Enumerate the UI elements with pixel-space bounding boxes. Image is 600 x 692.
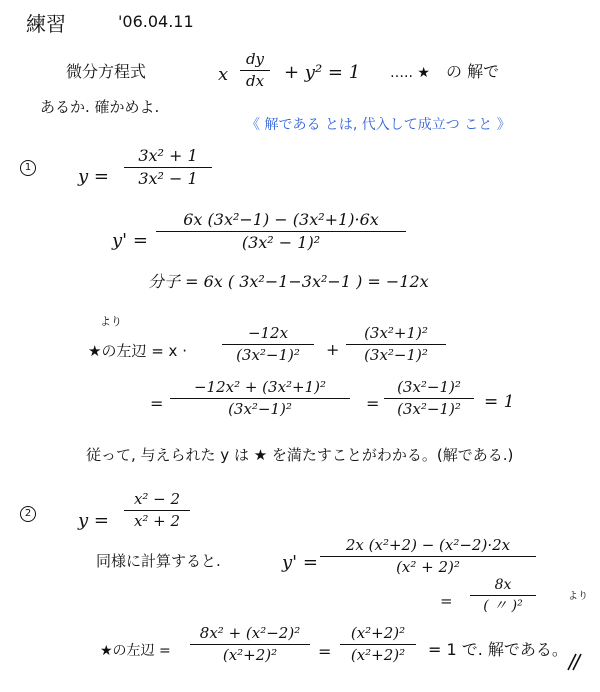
page-title: 練習	[26, 12, 66, 36]
p2-yprime-simplified	[470, 578, 536, 613]
p1-lhs-label: ★の左辺 = x ·	[88, 342, 187, 360]
fraction-bar	[346, 344, 446, 345]
p2-lhs-num: 8x² + (x²−2)²	[199, 624, 301, 642]
p2-yprime-fraction	[320, 538, 536, 575]
p1-yprime-label: y' =	[112, 230, 148, 251]
p2-yprime2-den: ( 〃 )²	[483, 598, 523, 614]
p1-r2-frac1	[170, 380, 350, 417]
problem-2-marker: 2	[20, 506, 36, 522]
p1-eq3: =	[366, 394, 380, 413]
intro-line2: あるか. 確かめよ.	[40, 98, 160, 116]
p1-lhs-frac2	[346, 326, 446, 363]
fraction-bar	[124, 167, 212, 168]
end-mark-icon	[566, 650, 584, 672]
p2-doyou: 同様に計算すると.	[96, 552, 221, 570]
p2-yprime-denominator: (x² + 2)²	[396, 558, 460, 576]
p1-yprime-denominator: (3x² − 1)²	[241, 233, 321, 252]
p2-eq: =	[318, 642, 332, 661]
p1-numerator-calc: 分子 = 6x ( 3x²−1−3x²−1 ) = −12x	[148, 272, 429, 291]
p1-yori: より	[100, 315, 122, 328]
p2-lhs-den: (x²+2)²	[222, 646, 278, 664]
problem-1-marker: 1	[20, 160, 36, 176]
fraction-bar	[124, 510, 190, 511]
intro-star-ref: ….. ★	[390, 65, 430, 81]
p1-r2-frac1-num: −12x² + (3x²+1)²	[193, 378, 327, 396]
intro-dydx	[240, 52, 270, 89]
p1-eq2: =	[150, 394, 164, 413]
intro-plus-y2: + y² = 1	[284, 62, 361, 83]
p1-y-numerator: 3x² + 1	[138, 146, 198, 165]
p2-y-fraction	[124, 492, 190, 529]
p1-r2-frac2	[384, 380, 474, 417]
p2-lhs2-num: (x²+2)²	[350, 624, 406, 642]
p1-plus: +	[326, 340, 340, 359]
fraction-bar	[320, 556, 536, 557]
dx-label: dx	[245, 72, 265, 90]
p2-eq2: =	[440, 592, 453, 610]
p1-r2-frac2-den: (3x²−1)²	[397, 400, 461, 418]
p2-lhs-fraction	[190, 626, 310, 663]
fraction-bar	[170, 398, 350, 399]
fraction-bar	[190, 644, 310, 645]
p2-yprime-label: y' =	[282, 552, 318, 573]
p1-yprime-numerator: 6x (3x²−1) − (3x²+1)·6x	[183, 210, 379, 229]
p1-y-fraction	[124, 148, 212, 187]
p2-lhs2-den: (x²+2)²	[350, 646, 406, 664]
p2-y-label: y =	[78, 510, 109, 531]
intro-no-kai: の 解で	[446, 62, 500, 81]
p1-result: = 1	[484, 392, 515, 412]
p2-y-numerator: x² − 2	[133, 490, 181, 508]
p1-r2-frac2-num: (3x²−1)²	[397, 378, 461, 396]
p1-lhs-frac1-den: (3x²−1)²	[236, 346, 300, 364]
fraction-bar	[222, 344, 314, 345]
p1-lhs-frac1-num: −12x	[247, 324, 289, 342]
p1-lhs-frac2-den: (3x²−1)²	[364, 346, 428, 364]
p1-yprime-fraction	[156, 212, 406, 251]
intro-x: x	[218, 64, 229, 85]
p1-r2-frac1-den: (3x²−1)²	[228, 400, 292, 418]
intro-line1: 微分方程式	[66, 62, 147, 81]
date-label: '06.04.11	[118, 12, 194, 31]
fraction-bar	[470, 595, 536, 596]
fraction-bar	[240, 70, 270, 71]
p2-yprime2-num: 8x	[494, 577, 512, 593]
p1-y-label: y =	[78, 166, 109, 187]
p1-conclusion: 従って, 与えられた y は ★ を満たすことがわかる。(解である.)	[86, 446, 514, 464]
p2-lhs-label: ★の左辺 =	[100, 643, 171, 659]
p2-y-denominator: x² + 2	[133, 512, 181, 530]
fraction-bar	[384, 398, 474, 399]
p2-yori: より	[568, 591, 588, 602]
definition-note: 《 解である とは, 代入して成立つ こと 》	[246, 117, 511, 133]
p1-lhs-frac1	[222, 326, 314, 363]
dy-label: dy	[245, 50, 265, 68]
fraction-bar	[340, 644, 416, 645]
fraction-bar	[156, 231, 406, 232]
p2-yprime-numerator: 2x (x²+2) − (x²−2)·2x	[345, 536, 511, 554]
p2-conclusion: = 1 で. 解である。	[428, 640, 568, 659]
p1-lhs-frac2-num: (3x²+1)²	[364, 324, 428, 342]
p2-lhs2-fraction	[340, 626, 416, 663]
p1-y-denominator: 3x² − 1	[138, 169, 198, 188]
